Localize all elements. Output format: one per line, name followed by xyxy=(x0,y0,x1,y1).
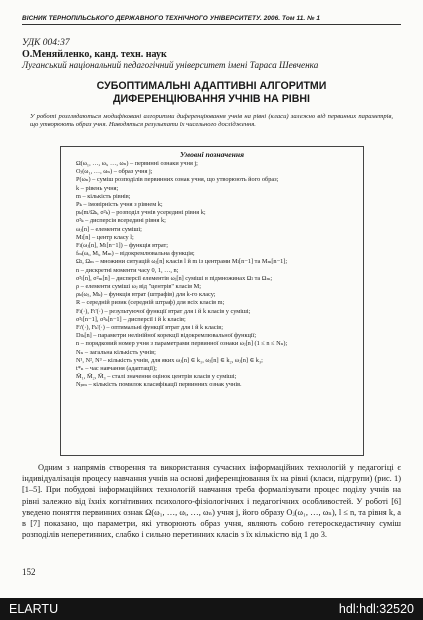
title-line-2: ДИФЕРЕНЦІЮВАННЯ УЧНІВ НА РІВНІ xyxy=(112,93,310,105)
notation-item: Dₗₖ[n] – параметри нелінійної корекції відокремлювальної функції; xyxy=(76,332,257,340)
author: О.Меняйленко, канд. техн. наук xyxy=(22,49,167,60)
notation-item: σ²ₖ – дисперсія всередині рівня k; xyxy=(76,217,166,225)
notation-item: k – рівень учня; xyxy=(76,184,119,192)
notation-item: n – дискретні моменти часу 0, 1, …, n; xyxy=(76,266,179,274)
notation-item: Ωₗ, Ωₘ – множини ситуацій ωⱼ[n] класів l й m із центрами Mₗ[n−1] та Mₘ[n−1]; xyxy=(76,258,288,266)
page-number: 152 xyxy=(22,567,36,577)
body-paragraph: Одним з напрямів створення та використання сучасних інформаційних технологій у педагогіці є індивідуалізація процесу навчання учнів на основі диференціювання їх на рівні (класи, підгрупи) (рис. 1) [1–5]. При побудові інформаційних технологій навчання треба формалізувати процес поділу учнів на рівні залежно від їхніх когнітивних психолого-фізіологічних і педагогічних особливостей. У роботі [6] уведено поняття первинних ознак Ω(ω₁, …, ωᵢ, …, ωₙ) учня j, його образу Oⱼ(ω₁, …, ωₙ), l ≤ n, та рівня k, а в [7] показано, що параметри, які утворюють образ учня, являють собою гетероскедастичну суміш розподілів неперетинних, слабко і сильно перетинних класів з їх кількістю від 1 до 3. xyxy=(22,463,401,540)
affiliation: Луганський національний педагогічний університет імені Тараса Шевченка xyxy=(22,60,319,70)
notation-item: σ²ₗ[n], σ²ₘ[n] – дисперсії елементів ωⱼ[n] суміші в підмножинах Ωₗ та Ωₘ; xyxy=(76,274,273,282)
notation-item: ρ – елементи суміші ωⱼ від "центрів" класів M; xyxy=(76,283,201,291)
notation-item: Ω(ω₁, …, ωᵢ, …, ωₙ) – первинні ознаки учня j; xyxy=(76,160,198,167)
journal-header: ВІСНИК ТЕРНОПІЛЬСЬКОГО ДЕРЖАВНОГО ТЕХНІЧНОГО УНІВЕРСИТЕТУ. 2006. Том 11. № 1 xyxy=(22,15,401,25)
notation-item: pₖ(m/Ωₖ, σ²ₖ) – розподіл учнів усередині рівня k; xyxy=(76,209,206,217)
handle-id: hdl:hdl:32520 xyxy=(338,602,414,616)
notation-item: fₘ(ωᵢ, Mᵢ, Mₘ) – відокремлювальна функція; xyxy=(76,250,195,258)
notation-item: σ²ₗ[n−1], σ²ₖ[n−1] – дисперсії i й k класів; xyxy=(76,315,186,323)
notation-item: t*ₙ – час навчання (адаптації); xyxy=(76,365,157,373)
notation-item: R – середній ризик (середній штраф) для всіх класів m; xyxy=(76,299,225,307)
title-line-1: СУБОПТИМАЛЬНІ АДАПТИВНІ АЛГОРИТМИ xyxy=(96,80,327,92)
udk-code: УДК 004:37 xyxy=(22,38,70,48)
notation-item: Fₗ(·), Fₗ'(·) – результуючої функції втрат для i й k класів у суміші; xyxy=(76,307,251,315)
notation-item: ρₖ(ωⱼ, Mₖ) – функція втрат (штрафів) для k-го класу; xyxy=(76,291,216,299)
notation-list xyxy=(76,160,360,390)
notation-item: Nₚₘ – кількість помилок класифікації первинних ознак учнів. xyxy=(76,381,242,389)
notation-item: Oⱼ(ω₁, …, ωₙ) – образ учня j; xyxy=(76,168,153,176)
notation-item: Fₗ(ωⱼ[n], Mₗ[n−1]) – функція втрат; xyxy=(76,242,169,250)
notation-item: Nₙ – загальна кількість учнів; xyxy=(76,348,156,356)
notation-title: Умовні позначення xyxy=(179,150,245,159)
notation-item: n – порядковий номер учня з параметрами первинної ознаки ωⱼ[n] (1 ≤ n ≤ Nₙ); xyxy=(76,340,288,348)
notation-item: Pₖ – імовірність учня з рівнем k; xyxy=(76,201,163,209)
notation-box xyxy=(60,146,364,456)
notation-item: N¹, N², N³ – кількість учнів, для яких ωⱼ[n] ∈ k₁, ωⱼ[n] ∈ k₂, ωⱼ[n] ∈ k₃; xyxy=(76,356,263,364)
notation-item: M̄₁, M̄₂, M̄₃ – сталі значення оцінок центрів класів у суміші; xyxy=(76,373,237,381)
notation-item: m – кількість рівнів; xyxy=(76,192,131,200)
repository-name: ELARTU xyxy=(9,602,59,616)
paper-title xyxy=(22,80,401,106)
abstract: У роботі розглядаються модифіковані алгоритми диференціювання учнів на рівні (класи) залежно від первинних параметрів, що утворюють образ учня. Наводяться результати їх чисельного дослідження. xyxy=(30,113,393,129)
footer-bar xyxy=(0,598,423,620)
notation-item: P(ωₙ) – суміш розподілів первинних ознак учня, що утворюють його образ; xyxy=(76,176,279,184)
notation-item: Fₗ'(·), Fₖ'(·) – оптимальні функції втрат для i й k класів; xyxy=(76,324,224,332)
notation-item: Mₗ[n] – центр класу l; xyxy=(76,233,134,241)
notation-item: ωⱼ[n] – елементи суміші; xyxy=(76,225,142,233)
